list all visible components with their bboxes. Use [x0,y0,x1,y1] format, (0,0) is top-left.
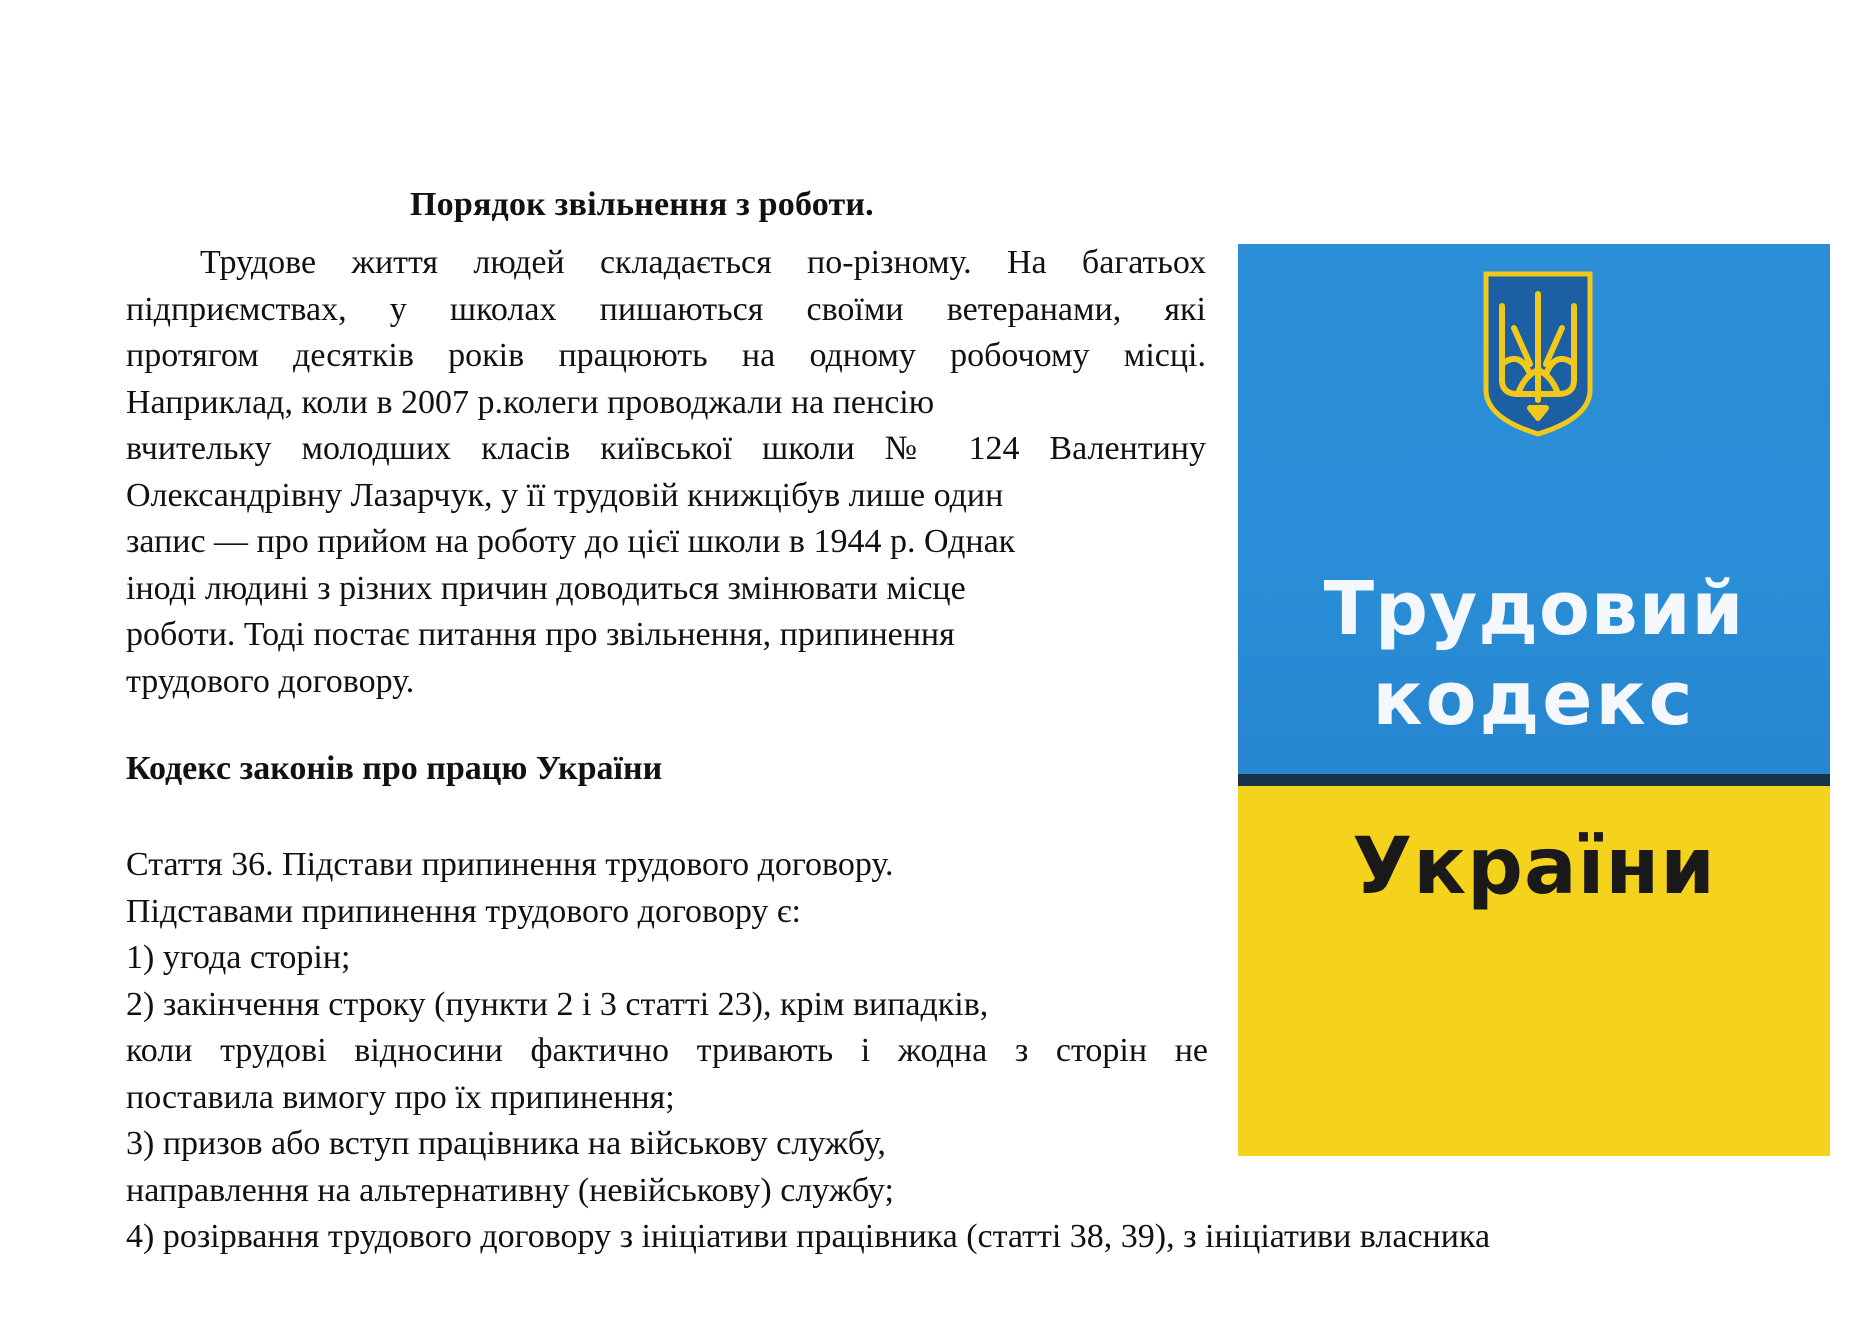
page-title: Порядок звільнення з роботи. [410,186,874,223]
article-line: Підставами припинення трудового договору є: [126,892,801,930]
cover-title-line-1: Трудовий [1323,566,1745,652]
article-line: поставила вимогу про їх припинення; [126,1078,675,1116]
intro-line: вчительку молодших класів київської школи № 124 Валентину [126,430,1206,467]
intro-line: Наприклад, коли в 2007 р.колеги проводжали на пенсію [126,383,935,421]
intro-line: іноді людині з різних причин доводиться змінювати місце [126,569,966,607]
cover-title-line-2: кодекс [1372,656,1696,742]
article-line: Стаття 36. Підстави припинення трудового договору. [126,846,894,883]
intro-line: протягом десятків років працюють на одному робочому місці. [126,337,1206,374]
cover-divider-stripe [1238,774,1830,786]
intro-line: підприємствах, у школах пишаються своїми ветеранами, які [126,290,1206,328]
intro-paragraph [126,240,1206,705]
article-line: 4) розірвання трудового договору з ініціативи працівника (статті 38, 39), з ініціативи власника [126,1218,1491,1255]
intro-line: Трудове життя людей складається по-різному. На багатьох [200,244,1206,281]
article-line: коли трудові відносини фактично тривають і жодна з сторін не [126,1032,1208,1069]
intro-line: Олександрівну Лазарчук, у її трудовій книжцібув лише один [126,476,1004,514]
labor-code-book-cover [1238,244,1830,1156]
intro-line: роботи. Тоді постає питання про звільнення, припинення [126,616,955,653]
article-line: 2) закінчення строку (пункти 2 і 3 статті 23), крім випадків, [126,985,989,1023]
article-line: 1) угода сторін; [126,939,351,976]
intro-line: запис — про прийом на роботу до цієї школи в 1944 р. Однак [126,523,1016,560]
cover-title-line-3: України [1352,822,1716,912]
article-line: направлення на альтернативну (невійськову) службу; [126,1171,894,1209]
intro-line: трудового договору. [126,662,415,700]
article-line: 3) призов або вступ працівника на військову службу, [126,1125,886,1162]
trident-emblem-icon [1478,268,1598,438]
section-title: Кодекс законів про працю України [126,750,663,787]
